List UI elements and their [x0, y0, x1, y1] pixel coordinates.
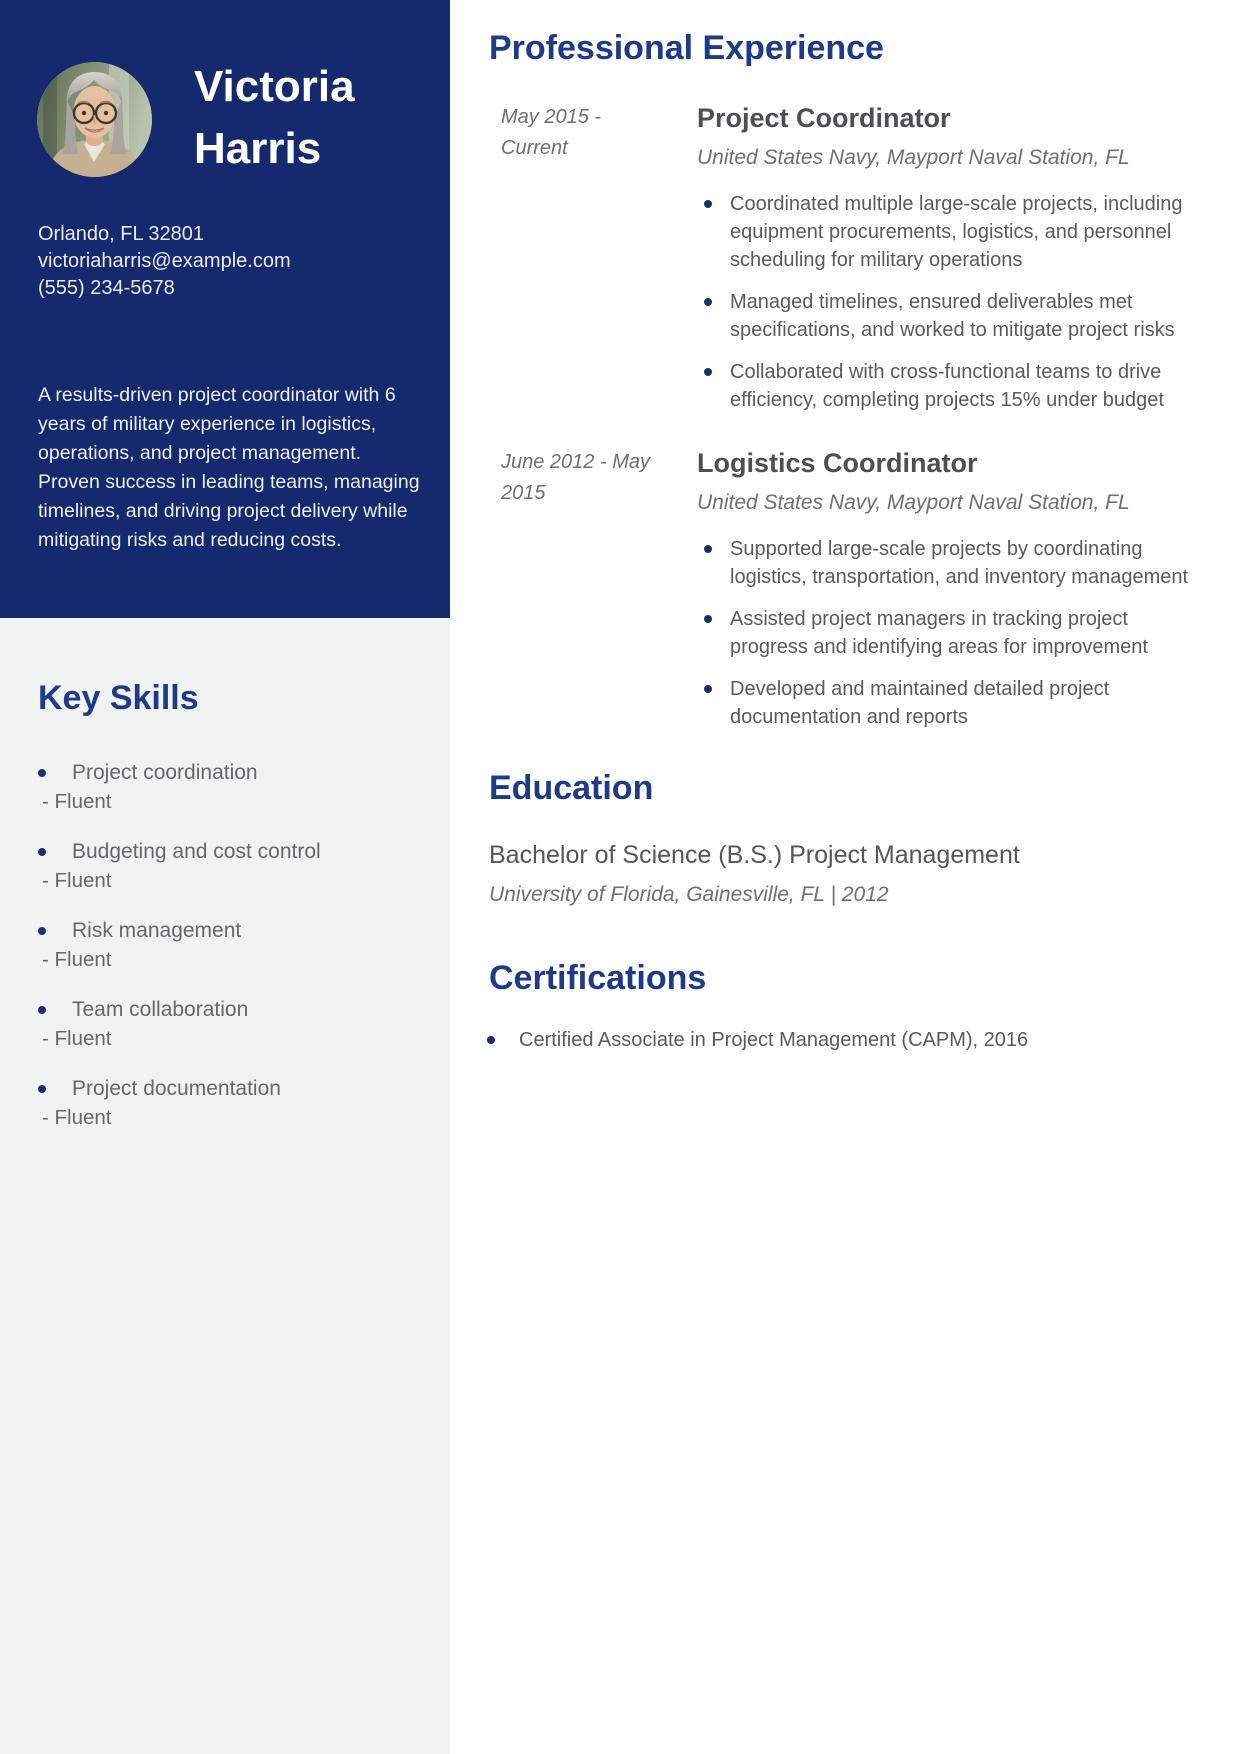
bullet-text: Assisted project managers in tracking project progress and identifying areas for improvement — [730, 608, 1148, 658]
skill-name: Risk management — [72, 919, 242, 942]
education-school: University of Florida, Gainesville, FL | 2012 — [489, 883, 889, 906]
job-dates: June 2012 - May 2015 — [501, 451, 650, 504]
skill-item — [38, 1074, 418, 1132]
profile-summary: A results-driven project coordinator with 6 years of military experience in logistics, operations, and project management. Proven success in leading teams, managing timelines, and driving project delivery while mitigating risks and reducing costs. — [38, 384, 420, 551]
skill-name-row — [38, 758, 418, 787]
contact-phone: (555) 234-5678 — [38, 277, 175, 299]
skills-list — [38, 758, 418, 1153]
education-degree: Bachelor of Science (B.S.) Project Management — [489, 841, 1020, 869]
skill-level: - Fluent — [42, 1027, 112, 1050]
bullet-text: Managed timelines, ensured deliverables met specifications, and worked to mitigate project risks — [730, 291, 1175, 341]
bullet-dot-icon — [38, 927, 46, 935]
bullet-dot-icon — [704, 545, 712, 553]
key-skills-heading: Key Skills — [38, 679, 199, 717]
experience-bullet — [697, 535, 1190, 591]
job-body — [697, 447, 1191, 745]
skill-name: Team collaboration — [72, 998, 249, 1021]
bullet-dot-icon — [38, 769, 46, 777]
portrait-photo-illustration — [37, 62, 152, 177]
contact-block — [38, 221, 418, 302]
skill-name: Project documentation — [72, 1077, 281, 1100]
job-title: Logistics Coordinator — [697, 448, 978, 478]
bullet-dot-icon — [38, 848, 46, 856]
skill-name: Project coordination — [72, 761, 258, 784]
job-entry — [501, 102, 1191, 428]
skill-item — [38, 758, 418, 816]
experience-bullet — [697, 675, 1190, 731]
skill-item — [38, 837, 418, 895]
education-heading: Education — [489, 769, 654, 807]
experience-bullet — [697, 288, 1190, 344]
bullet-text: Supported large-scale projects by coordinating logistics, transportation, and inventory management — [730, 538, 1189, 588]
bullet-dot-icon — [704, 615, 712, 623]
contact-email: victoriaharris@example.com — [38, 250, 291, 272]
skill-level: - Fluent — [42, 1106, 112, 1129]
bullet-dot-icon — [38, 1085, 46, 1093]
skill-name-row — [38, 995, 418, 1024]
skill-name: Budgeting and cost control — [72, 840, 321, 863]
bullet-dot-icon — [487, 1036, 495, 1044]
skill-item — [38, 916, 418, 974]
bullet-dot-icon — [704, 685, 712, 693]
person-name: Victoria Harris — [194, 62, 355, 173]
professional-experience-heading: Professional Experience — [489, 29, 884, 67]
skill-item — [38, 995, 418, 1053]
profile-photo — [37, 62, 152, 177]
certifications-heading: Certifications — [489, 959, 707, 997]
job-company: United States Navy, Mayport Naval Station, FL — [697, 146, 1130, 169]
skill-name-row — [38, 837, 418, 866]
job-body — [697, 102, 1191, 428]
skill-level: - Fluent — [42, 869, 112, 892]
job-title: Project Coordinator — [697, 103, 951, 133]
experience-bullet — [697, 358, 1190, 414]
bullet-dot-icon — [704, 368, 712, 376]
bullet-dot-icon — [704, 298, 712, 306]
job-bullets — [697, 535, 1191, 731]
certification-item — [489, 1026, 1219, 1054]
experience-bullet — [697, 190, 1190, 274]
job-entry — [501, 447, 1191, 745]
job-dates: May 2015 - Current — [501, 106, 602, 159]
skill-level: - Fluent — [42, 790, 112, 813]
bullet-text: Developed and maintained detailed project documentation and reports — [730, 678, 1110, 728]
skill-name-row — [38, 1074, 418, 1103]
job-company: United States Navy, Mayport Naval Station, FL — [697, 491, 1130, 514]
bullet-text: Collaborated with cross-functional teams to drive efficiency, completing projects 15% under budget — [730, 361, 1164, 411]
bullet-text: Coordinated multiple large-scale projects, including equipment procurements, logistics, and personnel scheduling for military operations — [730, 193, 1183, 271]
certification-text: Certified Associate in Project Management (CAPM), 2016 — [519, 1029, 1029, 1051]
bullet-dot-icon — [38, 1006, 46, 1014]
experience-bullet — [697, 605, 1190, 661]
bullet-dot-icon — [704, 200, 712, 208]
job-bullets — [697, 190, 1191, 414]
skill-name-row — [38, 916, 418, 945]
contact-location: Orlando, FL 32801 — [38, 223, 205, 245]
skill-level: - Fluent — [42, 948, 112, 971]
